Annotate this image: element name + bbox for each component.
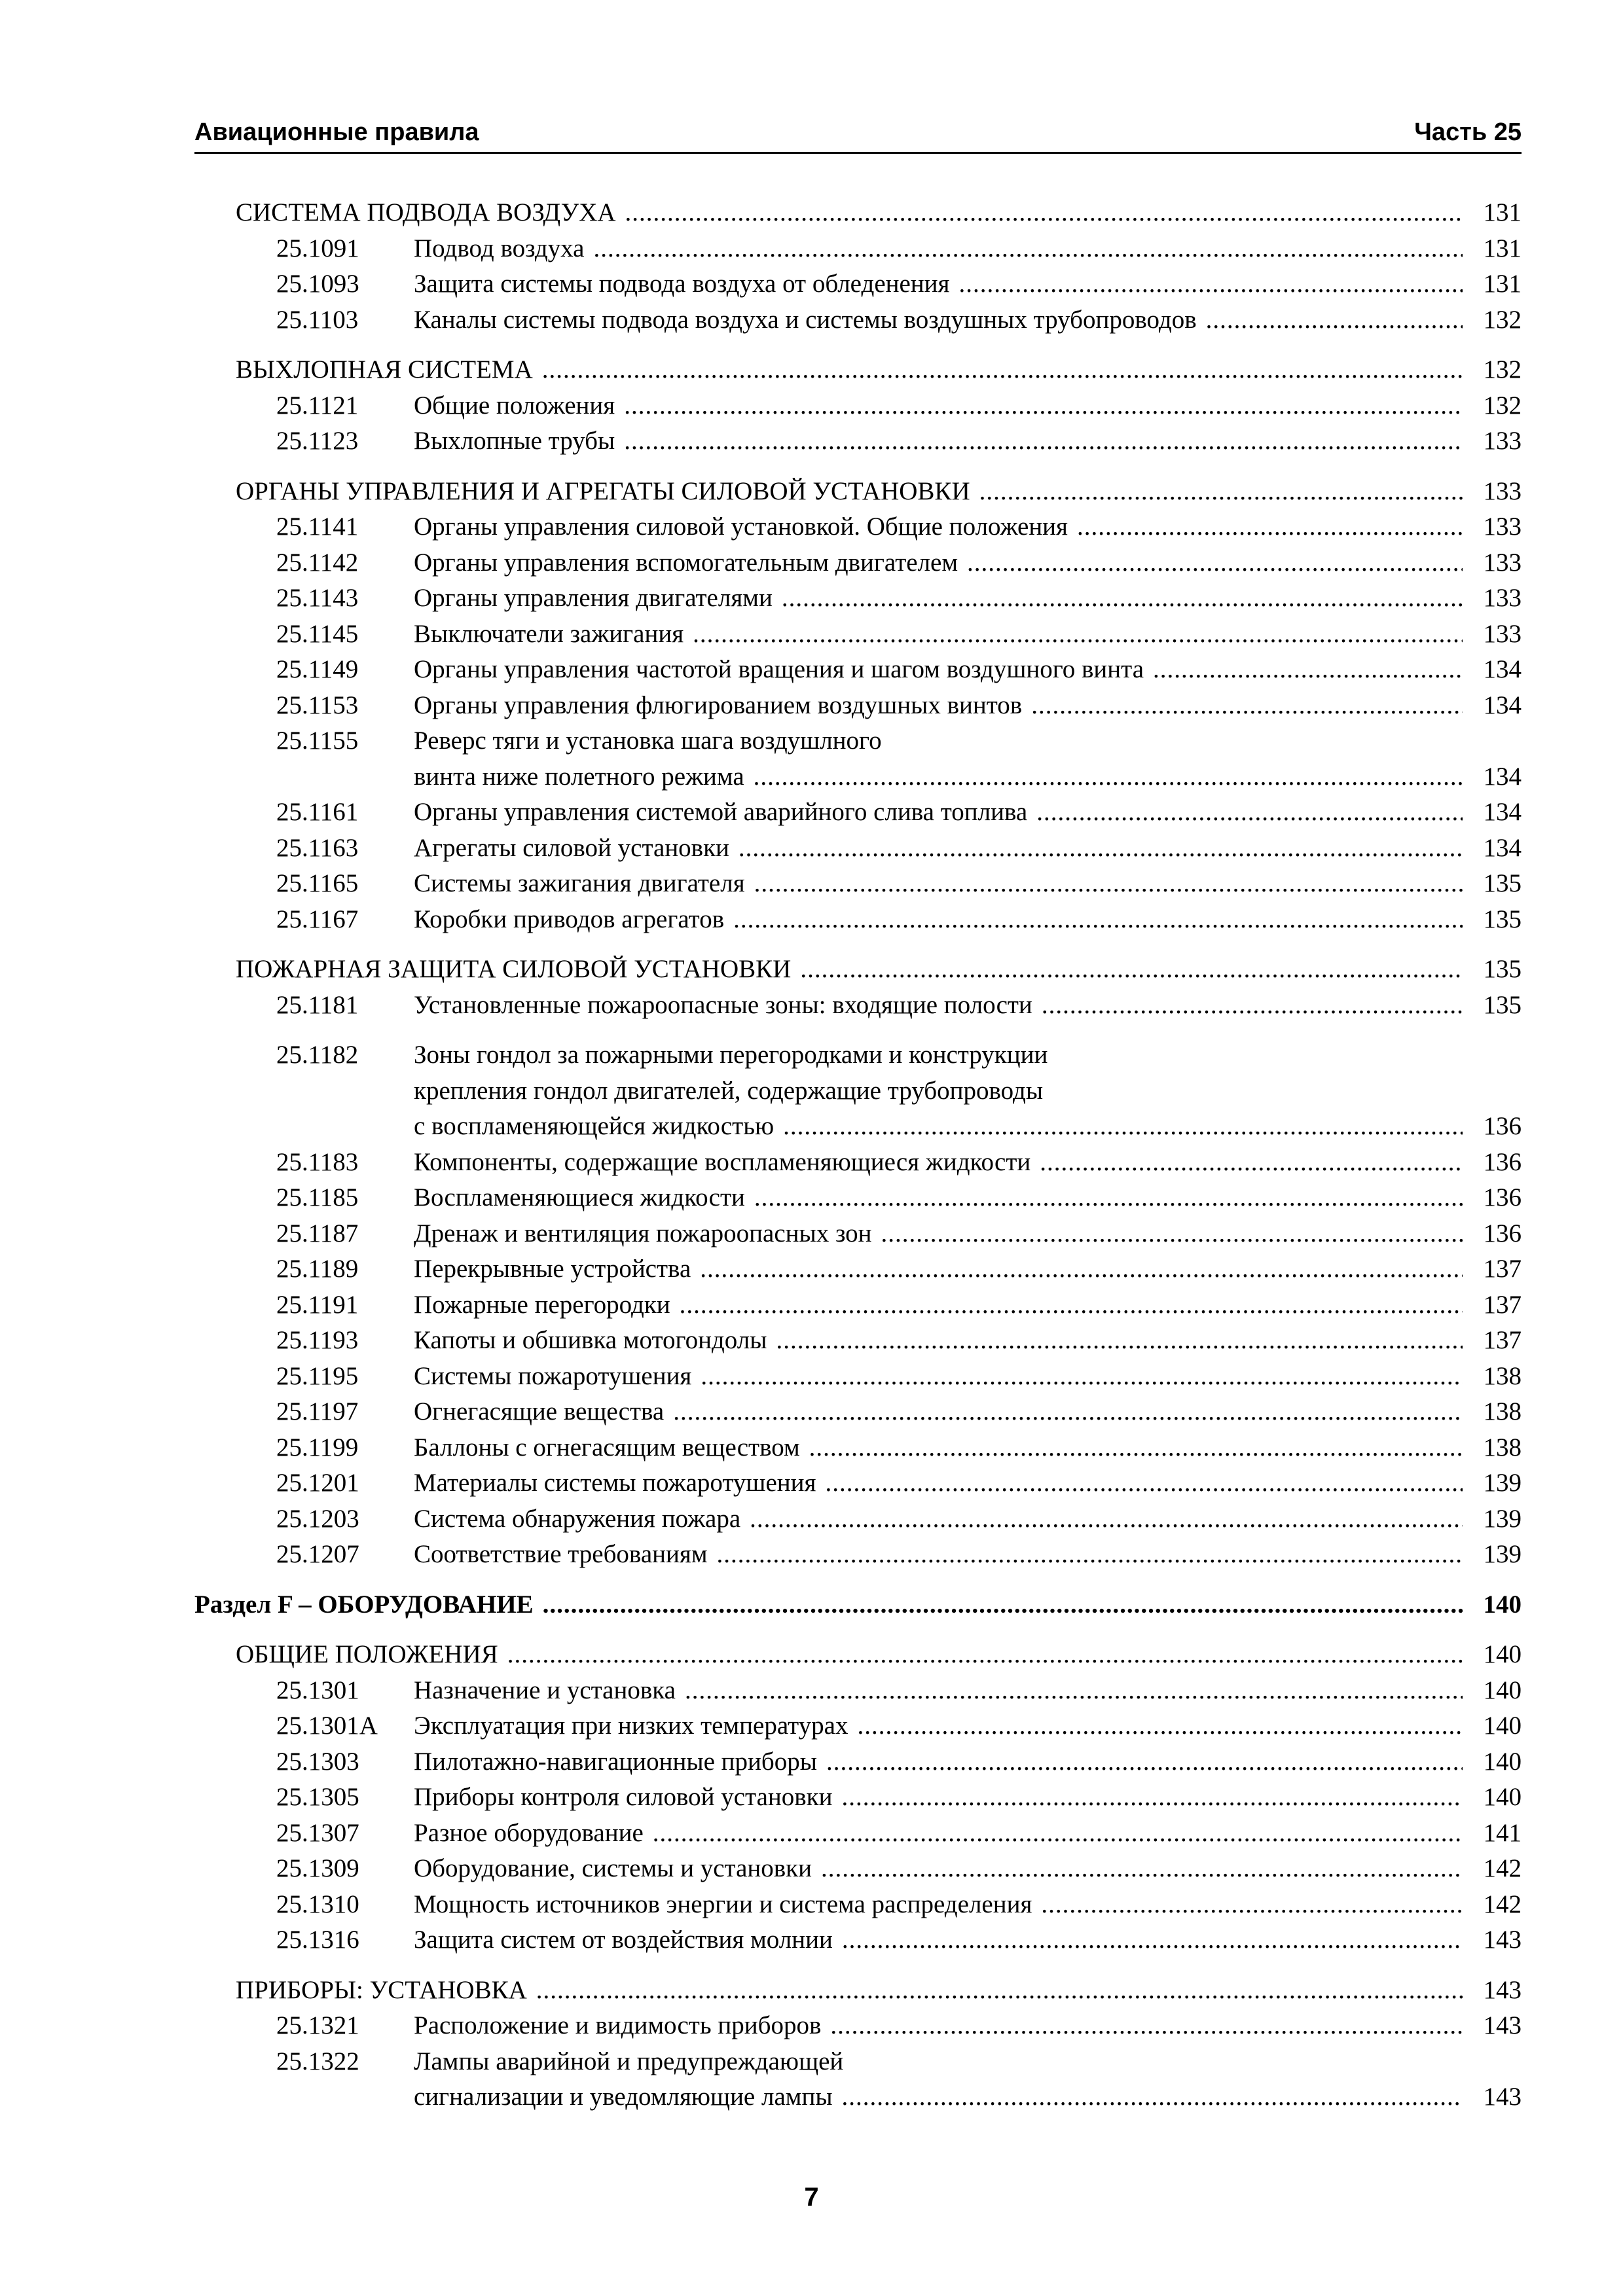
toc-entry-number: 25.1161 xyxy=(276,798,359,826)
toc-entry[interactable] xyxy=(194,1394,1522,1430)
toc-entry-title: ВЫХЛОПНАЯ СИСТЕМА xyxy=(236,355,533,384)
page-number: 7 xyxy=(804,2183,819,2212)
toc-entry-title: Органы управления двигателями xyxy=(414,584,773,612)
dot-leader xyxy=(821,1851,1463,1887)
toc-entry-continuation[interactable] xyxy=(194,1073,1522,1109)
toc-entry-number: 25.1203 xyxy=(276,1504,359,1533)
toc-entry-number: 25.1301А xyxy=(276,1712,378,1740)
toc-entry-title: ПРИБОРЫ: УСТАНОВКА xyxy=(236,1975,527,2004)
toc-page-number: 133 xyxy=(1483,476,1522,505)
toc-page-number: 131 xyxy=(1483,198,1522,226)
toc-entry-number: 25.1167 xyxy=(276,905,359,933)
toc-entry-number: 25.1305 xyxy=(276,1783,359,1811)
dot-leader xyxy=(750,1501,1463,1537)
toc-page-number: 143 xyxy=(1483,2011,1522,2039)
toc-entry[interactable] xyxy=(194,2008,1522,2044)
toc-entry[interactable] xyxy=(194,1708,1522,1744)
toc-entry-title: Коробки приводов агрегатов xyxy=(414,905,725,933)
toc-entry-title: Установленные пожароопасные зоны: входящие полости xyxy=(414,990,1032,1019)
dot-leader xyxy=(754,759,1463,795)
toc-page-number: 133 xyxy=(1483,548,1522,577)
toc-entry-title: Дренаж и вентиляция пожароопасных зон xyxy=(414,1219,872,1247)
toc-entry-title: Системы пожаротушения xyxy=(414,1361,692,1390)
dot-leader xyxy=(1031,688,1463,724)
toc-entry-title: ОРГАНЫ УПРАВЛЕНИЯ И АГРЕГАТЫ СИЛОВОЙ УСТАНОВКИ xyxy=(236,476,970,505)
toc-page-number: 139 xyxy=(1483,1504,1522,1533)
toc-entry-title: Материалы системы пожаротушения xyxy=(414,1469,816,1497)
toc-entry-title: Пилотажно-навигационные приборы xyxy=(414,1747,817,1776)
toc-entry[interactable] xyxy=(194,831,1522,867)
dot-leader xyxy=(536,1973,1463,2009)
toc-entry-number: 25.1121 xyxy=(276,391,359,420)
dot-leader xyxy=(1206,302,1463,338)
toc-entry-number: 25.1123 xyxy=(276,427,359,455)
toc-page-number: 143 xyxy=(1483,1975,1522,2004)
toc-page-number: 138 xyxy=(1483,1361,1522,1390)
toc-page-number: 136 xyxy=(1483,1183,1522,1211)
dot-leader xyxy=(1077,509,1463,545)
toc-page-number: 133 xyxy=(1483,584,1522,612)
dot-leader xyxy=(800,952,1463,988)
toc-entry-number: 25.1091 xyxy=(276,234,359,262)
toc-entry-title: Система обнаружения пожара xyxy=(414,1504,741,1533)
toc-section-heading[interactable] xyxy=(194,1973,1522,2009)
dot-leader xyxy=(842,1922,1463,1958)
toc-entry-title: Выхлопные трубы xyxy=(414,427,615,455)
dot-leader xyxy=(967,545,1463,581)
toc-entry-title: Эксплуатация при низких температурах xyxy=(414,1712,848,1740)
toc-entry-number: 25.1191 xyxy=(276,1290,359,1319)
toc-entry[interactable] xyxy=(194,1323,1522,1359)
toc-page-number: 137 xyxy=(1483,1326,1522,1354)
toc-entry[interactable] xyxy=(194,1887,1522,1923)
toc-entry[interactable] xyxy=(194,1501,1522,1537)
toc-entry[interactable] xyxy=(194,1537,1522,1573)
toc-entry-number: 25.1207 xyxy=(276,1540,359,1568)
toc-page-number: 140 xyxy=(1483,1676,1522,1704)
dot-leader xyxy=(685,1673,1463,1709)
toc-page-number: 140 xyxy=(1483,1747,1522,1776)
toc-page-number: 134 xyxy=(1483,655,1522,683)
toc-entry-number: 25.1103 xyxy=(276,305,359,334)
toc-page-number: 142 xyxy=(1483,1854,1522,1882)
header-title: Авиационные правила xyxy=(194,118,479,146)
toc-page-number: 136 xyxy=(1483,1112,1522,1140)
dot-leader xyxy=(783,1109,1463,1145)
toc-entry[interactable] xyxy=(194,988,1522,1024)
toc-entry[interactable] xyxy=(194,423,1522,459)
toc-entry[interactable] xyxy=(194,1465,1522,1501)
toc-entry-number: 25.1193 xyxy=(276,1326,359,1354)
toc-page-number: 140 xyxy=(1483,1712,1522,1740)
toc-page-number: 140 xyxy=(1483,1590,1522,1619)
toc-page-number: 143 xyxy=(1483,1926,1522,1954)
toc-entry[interactable] xyxy=(194,266,1522,302)
toc-entry-number: 25.1303 xyxy=(276,1747,359,1776)
toc-entry-title: Агрегаты силовой установки xyxy=(414,833,729,862)
toc-entry[interactable] xyxy=(194,1180,1522,1216)
toc-page-number: 136 xyxy=(1483,1147,1522,1176)
toc-entry-title: с воспламеняющейся жидкостью xyxy=(414,1112,775,1140)
header-part: Часть 25 xyxy=(1414,118,1522,146)
toc-page-number: 142 xyxy=(1483,1890,1522,1918)
toc-entry[interactable] xyxy=(194,1922,1522,1958)
toc-entry-number: 25.1187 xyxy=(276,1219,359,1247)
dot-leader xyxy=(507,1637,1463,1673)
dot-leader xyxy=(830,2008,1463,2044)
toc-entry[interactable] xyxy=(194,902,1522,938)
toc-entry-title: Органы управления частотой вращения и шагом воздушного винта xyxy=(414,655,1144,683)
toc-entry-number: 25.1201 xyxy=(276,1469,359,1497)
toc-entry[interactable] xyxy=(194,1780,1522,1816)
dot-leader xyxy=(809,1430,1463,1466)
toc-entry-number: 25.1309 xyxy=(276,1854,359,1882)
dot-leader xyxy=(782,581,1463,617)
toc-section-heading[interactable] xyxy=(194,474,1522,510)
toc-entry-number: 25.1185 xyxy=(276,1183,359,1211)
toc-entry-number: 25.1316 xyxy=(276,1926,359,1954)
toc-page-number: 141 xyxy=(1483,1818,1522,1847)
toc-entry-title: Соответствие требованиям xyxy=(414,1540,708,1568)
toc-entry-title: Органы управления флюгированием воздушных винтов xyxy=(414,691,1023,719)
toc-entry-title: Органы управления силовой установкой. Общие положения xyxy=(414,512,1068,541)
page-header xyxy=(194,113,1522,154)
toc-page-number: 134 xyxy=(1483,691,1522,719)
toc-entry-title: Расположение и видимость приборов xyxy=(414,2011,822,2039)
dot-leader xyxy=(857,1708,1463,1744)
toc-entry[interactable] xyxy=(194,1037,1522,1073)
toc-page-number: 134 xyxy=(1483,833,1522,862)
dot-leader xyxy=(841,1780,1463,1816)
toc-entry-number: 25.1322 xyxy=(276,2047,359,2075)
toc-page-number: 133 xyxy=(1483,512,1522,541)
toc-entry[interactable] xyxy=(194,1287,1522,1323)
toc-entry-title: Мощность источников энергии и система распределения xyxy=(414,1890,1032,1918)
toc-entry-number: 25.1165 xyxy=(276,869,359,897)
toc-entry[interactable] xyxy=(194,1145,1522,1181)
dot-leader xyxy=(1153,652,1463,688)
toc-entry[interactable] xyxy=(194,581,1522,617)
dot-leader xyxy=(754,1180,1463,1216)
toc-entry-title: СИСТЕМА ПОДВОДА ВОЗДУХА xyxy=(236,198,616,226)
dot-leader xyxy=(542,352,1463,388)
toc-entry-title: Выключатели зажигания xyxy=(414,619,684,648)
toc-entry-number: 25.1183 xyxy=(276,1147,359,1176)
toc-section-heading[interactable] xyxy=(194,352,1522,388)
dot-leader xyxy=(680,1287,1463,1323)
toc-entry-number: 25.1195 xyxy=(276,1361,359,1390)
dot-leader xyxy=(979,474,1463,510)
toc-page-number: 139 xyxy=(1483,1540,1522,1568)
toc-entry[interactable] xyxy=(194,1359,1522,1395)
toc-entry-number: 25.1197 xyxy=(276,1397,359,1426)
toc-page-number: 138 xyxy=(1483,1397,1522,1426)
toc-entry-number: 25.1145 xyxy=(276,619,359,648)
dot-leader xyxy=(653,1816,1463,1852)
toc-entry[interactable] xyxy=(194,1673,1522,1709)
dot-leader xyxy=(543,1587,1463,1623)
dot-leader xyxy=(717,1537,1463,1573)
dot-leader xyxy=(739,831,1463,867)
dot-leader xyxy=(624,388,1463,424)
toc-entry-number: 25.1181 xyxy=(276,990,359,1019)
toc-entry-title: Общие положения xyxy=(414,391,615,420)
toc-entry[interactable] xyxy=(194,1851,1522,1887)
toc-section-heading[interactable] xyxy=(194,952,1522,988)
toc-entry-title: Защита систем от воздействия молнии xyxy=(414,1926,833,1954)
toc-page-number: 140 xyxy=(1483,1640,1522,1668)
dot-leader xyxy=(624,423,1463,459)
toc-entry-number: 25.1142 xyxy=(276,548,359,577)
toc-entry-title: Оборудование, системы и установки xyxy=(414,1854,812,1882)
toc-entry[interactable] xyxy=(194,1216,1522,1252)
dot-leader xyxy=(625,195,1463,231)
dot-leader xyxy=(881,1216,1463,1252)
toc-entry-title: Каналы системы подвода воздуха и системы воздушных трубопроводов xyxy=(414,305,1197,334)
toc-page-number: 131 xyxy=(1483,234,1522,262)
toc-entry-title: Разное оборудование xyxy=(414,1818,644,1847)
toc-entry-number: 25.1321 xyxy=(276,2011,359,2039)
toc-entry[interactable] xyxy=(194,302,1522,338)
toc-entry[interactable] xyxy=(194,231,1522,267)
toc-entry[interactable] xyxy=(194,509,1522,545)
toc-entry-continuation[interactable] xyxy=(194,2079,1522,2115)
toc-entry-number: 25.1093 xyxy=(276,270,359,298)
toc-page-number: 133 xyxy=(1483,619,1522,648)
toc-entry-continuation[interactable] xyxy=(194,1109,1522,1145)
toc-entry[interactable] xyxy=(194,652,1522,688)
toc-page-number: 138 xyxy=(1483,1433,1522,1462)
dot-leader xyxy=(1036,795,1463,831)
toc-entry-number: 25.1301 xyxy=(276,1676,359,1704)
toc-section-heading[interactable] xyxy=(194,1637,1522,1673)
toc-entry-title: Воспламеняющиеся жидкости xyxy=(414,1183,745,1211)
toc-page-number: 135 xyxy=(1483,955,1522,983)
toc-entry-title: Пожарные перегородки xyxy=(414,1290,670,1319)
toc-entry[interactable] xyxy=(194,1251,1522,1287)
toc-entry-title: Системы зажигания двигателя xyxy=(414,869,745,897)
toc-page-number: 137 xyxy=(1483,1290,1522,1319)
dot-leader xyxy=(673,1394,1463,1430)
toc-entry-title: Компоненты, содержащие воспламеняющиеся жидкости xyxy=(414,1147,1031,1176)
dot-leader xyxy=(1041,1887,1463,1923)
toc-page-number: 131 xyxy=(1483,270,1522,298)
toc-entry-number: 25.1307 xyxy=(276,1818,359,1847)
toc-entry-number: 25.1310 xyxy=(276,1890,359,1918)
toc-entry[interactable] xyxy=(194,795,1522,831)
toc-entry-title: Раздел F – ОБОРУДОВАНИЕ xyxy=(194,1590,534,1619)
toc-entry-title: крепления гондол двигателей, содержащие трубопроводы xyxy=(414,1076,1044,1105)
toc-page-number: 132 xyxy=(1483,391,1522,420)
toc-entry[interactable] xyxy=(194,2044,1522,2080)
toc-page-number: 137 xyxy=(1483,1255,1522,1283)
toc-entry-title: ОБЩИЕ ПОЛОЖЕНИЯ xyxy=(236,1640,498,1668)
toc-entry-title: Приборы контроля силовой установки xyxy=(414,1783,833,1811)
toc-page-number: 132 xyxy=(1483,355,1522,384)
toc-entry[interactable] xyxy=(194,545,1522,581)
toc-entry-number: 25.1163 xyxy=(276,833,359,862)
toc-entry-title: Защита системы подвода воздуха от обледенения xyxy=(414,270,950,298)
toc-entry-title: Подвод воздуха xyxy=(414,234,585,262)
toc-entry-title: сигнализации и уведомляющие лампы xyxy=(414,2083,833,2111)
toc-entry-number: 25.1153 xyxy=(276,691,359,719)
toc-entry-number: 25.1199 xyxy=(276,1433,359,1462)
toc-section-heading[interactable] xyxy=(194,195,1522,231)
toc-entry-number: 25.1143 xyxy=(276,584,359,612)
toc-entry-number: 25.1182 xyxy=(276,1041,359,1069)
toc-entry[interactable] xyxy=(194,1430,1522,1466)
toc-page-number: 135 xyxy=(1483,990,1522,1019)
toc-entry[interactable] xyxy=(194,388,1522,424)
toc-page-number: 135 xyxy=(1483,869,1522,897)
toc-entry-number: 25.1141 xyxy=(276,512,359,541)
toc-entry-title: Капоты и обшивка мотогондолы xyxy=(414,1326,767,1354)
dot-leader xyxy=(754,866,1463,902)
toc-entry[interactable] xyxy=(194,1744,1522,1780)
toc-page-number: 132 xyxy=(1483,305,1522,334)
toc-entry-title: Реверс тяги и установка шага воздушлного xyxy=(414,726,882,755)
dot-leader xyxy=(701,1359,1463,1395)
toc-entry[interactable] xyxy=(194,866,1522,902)
toc-entry[interactable] xyxy=(194,617,1522,653)
toc-entry-title: Перекрывные устройства xyxy=(414,1255,691,1283)
dot-leader xyxy=(1040,1145,1463,1181)
toc-entry[interactable] xyxy=(194,1816,1522,1852)
toc-entry-number: 25.1149 xyxy=(276,655,359,683)
dot-leader xyxy=(842,2079,1463,2115)
dot-leader xyxy=(825,1465,1463,1501)
toc-entry-title: Зоны гондол за пожарными перегородками и конструкции xyxy=(414,1041,1048,1069)
toc-entry-title: Органы управления вспомогательным двигателем xyxy=(414,548,958,577)
toc-part-heading[interactable] xyxy=(194,1587,1522,1623)
dot-leader xyxy=(959,266,1463,302)
dot-leader xyxy=(826,1744,1463,1780)
dot-leader xyxy=(776,1323,1463,1359)
toc-entry-continuation[interactable] xyxy=(194,759,1522,795)
toc-page-number: 139 xyxy=(1483,1469,1522,1497)
toc-entry-title: Огнегасящие вещества xyxy=(414,1397,665,1426)
toc-page-number: 134 xyxy=(1483,798,1522,826)
toc-entry-title: Органы управления системой аварийного слива топлива xyxy=(414,798,1028,826)
toc-page-number: 136 xyxy=(1483,1219,1522,1247)
toc-page-number: 140 xyxy=(1483,1783,1522,1811)
toc-entry-title: ПОЖАРНАЯ ЗАЩИТА СИЛОВОЙ УСТАНОВКИ xyxy=(236,955,792,983)
toc-entry-title: Назначение и установка xyxy=(414,1676,676,1704)
dot-leader xyxy=(700,1251,1463,1287)
toc-page-number: 133 xyxy=(1483,427,1522,455)
dot-leader xyxy=(594,231,1463,267)
table-of-contents xyxy=(194,195,1522,2115)
dot-leader xyxy=(1042,988,1463,1024)
toc-entry[interactable] xyxy=(194,723,1522,759)
toc-entry-number: 25.1189 xyxy=(276,1255,359,1283)
toc-page-number: 143 xyxy=(1483,2083,1522,2111)
toc-page-number: 134 xyxy=(1483,762,1522,791)
toc-page-number: 135 xyxy=(1483,905,1522,933)
toc-entry-title: Баллоны с огнегасящим веществом xyxy=(414,1433,800,1462)
toc-entry-number: 25.1155 xyxy=(276,726,359,755)
dot-leader xyxy=(693,617,1463,653)
toc-entry[interactable] xyxy=(194,688,1522,724)
toc-entry-title: винта ниже полетного режима xyxy=(414,762,744,791)
toc-entry-title: Лампы аварийной и предупреждающей xyxy=(414,2047,844,2075)
dot-leader xyxy=(733,902,1463,938)
